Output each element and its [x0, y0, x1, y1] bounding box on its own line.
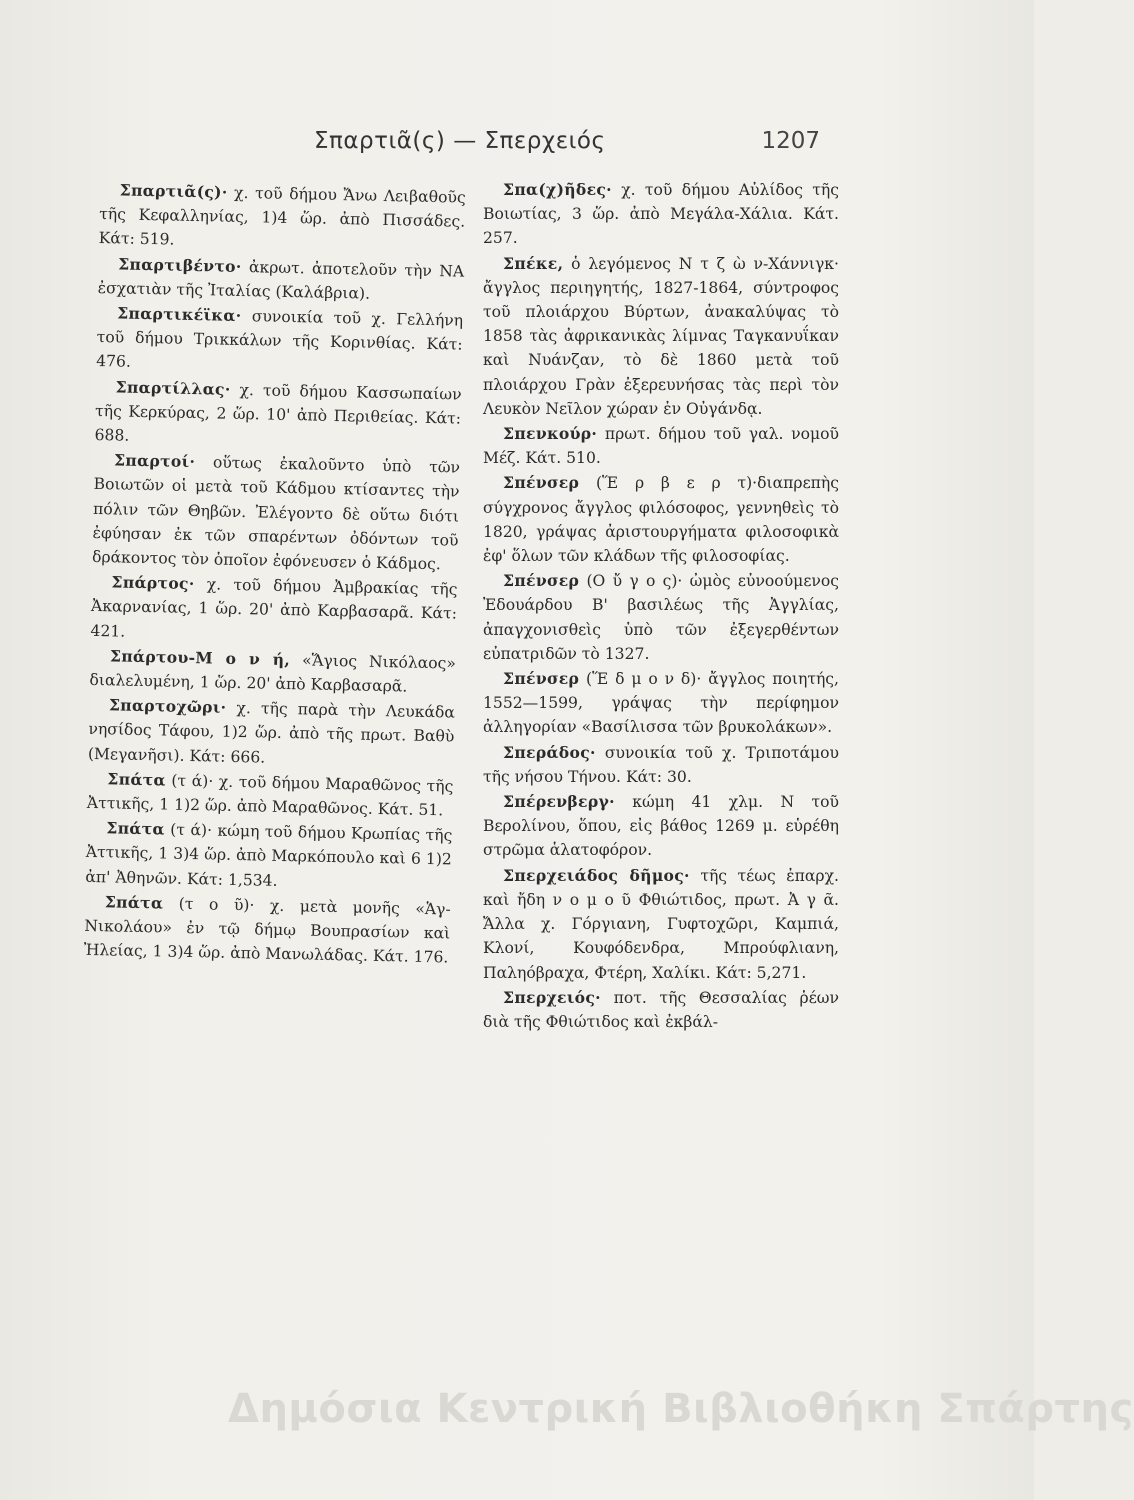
entry-headword: Σπερχειός· [503, 987, 601, 1007]
entry-headword: Σπέρενβεργ· [503, 792, 615, 812]
left-column [84, 178, 466, 971]
entry-text: χ. τοῦ δήμου Κασσωπαίων τῆς Κερκύρας, 2 ὥρ. 10' ἀπὸ Περιθείας. Κάτ: 688. [94, 380, 462, 445]
entry-text: (τ ο ῦ)· χ. μετὰ μονῆς «Ἁγ-Νικολάου» ἐν τῷ δήμῳ Βουπρασίων καὶ Ἠλείας, 1 3)4 ὥρ. ἀπὸ Μανωλάδας. Κάτ. 176. [83, 894, 451, 967]
dictionary-entry [90, 570, 457, 650]
dictionary-entry [85, 816, 452, 896]
dictionary-entry [483, 864, 839, 985]
page-header [240, 128, 860, 168]
entry-text: χ. τοῦ δήμου Αὐλίδος τῆς Βοιωτίας, 3 ὥρ. ἀπὸ Μεγάλα-Χάλια. Κάτ. 257. [483, 181, 839, 248]
entry-text: (τ ά)· κώμη τοῦ δήμου Κρωπίας τῆς Ἀττικῆς, 1 3)4 ὥρ. ἀπὸ Μαρκόπουλο καὶ 6 1)2 ἀπ' Ἀθηνῶν. Κάτ: 1,534. [85, 820, 453, 890]
entry-text: οὕτως ἐκαλοῦντο ὑπὸ τῶν Βοιωτῶν οἱ μετὰ τοῦ Κάδμου κτίσαντες τὴν πόλιν τῶν Θηβῶν. Ἐλέγοντο δὲ οὕτω διότι ἐφύησαν ἐκ τῶν σπαρέντων ὀδόντων τοῦ δράκοντος τὸν ὁποῖον ἐφόνευσεν ὁ Κάδμος. [91, 453, 461, 574]
entry-text: (Ἕ ρ β ε ρ τ)·διαπρεπὴς σύγχρονος ἄγγλος φιλόσοφος, γεννηθεὶς τὸ 1820, γράψας ἀριστουργήματα φιλοσοφικὰ ἐφ' ὅλων τῶν κλάδων τῆς φιλοσοφίας. [483, 474, 839, 566]
dictionary-entry [483, 252, 839, 421]
entry-headword: Σπαρτίλλας· [115, 377, 231, 399]
entry-text: (Ο ὔ γ ο ς)· ὠμὸς εὐνοούμενος Ἐδουάρδου Β' βασιλέως τῆς Ἀγγλίας, ἀπαγχονισθεὶς ὑπὸ τῶν ἐξεγερθέντων εὐπατριδῶν τὸ 1327. [483, 572, 839, 663]
entry-text: ἀκρωτ. ἀποτελοῦν τὴν ΝΑ ἐσχατιὰν τῆς Ἰταλίας (Καλάβρια). [97, 257, 465, 303]
entry-headword: Σπάρτου-Μ ο ν ή, [109, 646, 291, 669]
dictionary-entry [84, 890, 451, 970]
entry-text: πρωτ. δήμου τοῦ γαλ. νομοῦ Μέζ. Κάτ. 510. [483, 425, 839, 468]
dictionary-entry [88, 693, 455, 773]
entry-headword: Σπάρτος· [111, 572, 195, 594]
dictionary-entry [483, 422, 839, 470]
entry-headword: Σπαρτοχῶρι· [108, 695, 227, 718]
library-watermark: Δημόσια Κεντρική Βιβλιοθήκη Σπάρτης [228, 1386, 1134, 1432]
entry-text: συνοικία τοῦ χ. Τριποτάμου τῆς νήσου Τήνου. Κάτ: 30. [483, 743, 839, 786]
dictionary-entry [483, 986, 839, 1034]
entry-headword: Σπένσερ [503, 669, 580, 689]
entry-headword: Σπενκούρ· [503, 424, 598, 444]
entry-text: (Ἕ δ μ ο ν δ)· ἄγγλος ποιητής, 1552—1599, γράψας τὴν περίφημον ἀλληγορίαν «Βασίλισσα τῶν βρυκολάκων». [483, 670, 839, 737]
entry-headword: Σπα(χ)ῆδες· [503, 180, 612, 199]
dictionary-entry [483, 741, 839, 789]
right-column [483, 178, 839, 1035]
entry-headword: Σπέκε, [503, 253, 564, 273]
entry-headword: Σπάτα [104, 892, 164, 913]
entry-headword: Σπάτα [106, 818, 166, 839]
dictionary-entry [483, 178, 839, 251]
entry-headword: Σπένσερ [503, 473, 580, 493]
entry-headword: Σπερχειάδος δῆμος· [503, 865, 690, 885]
entry-text: ποτ. τῆς Θεσσαλίας ῥέων διὰ τῆς Φθιώτιδος καὶ ἐκβάλ- [483, 988, 839, 1031]
entry-text: χ. τῆς παρὰ τὴν Λευκάδα νησίδος Τάφου, 1)2 ὥρ. ἀπὸ τῆς πρωτ. Βαθὺ (Μεγανῆσι). Κάτ: 666. [87, 699, 456, 767]
dictionary-entry [92, 448, 460, 577]
dictionary-entry [483, 667, 839, 740]
entry-headword: Σπάτα [107, 769, 167, 790]
entry-headword: Σπεράδος· [503, 742, 596, 762]
dictionary-entry [89, 644, 456, 700]
dictionary-entry [87, 767, 454, 823]
entry-headword: Σπαρτικέϊκα· [116, 303, 242, 326]
entry-text: «Ἅγιος Νικόλαος» διαλελυμένη, 1 ὥρ. 20' ἀπὸ Καρβασαρᾶ. [89, 651, 457, 696]
entry-headword: Σπένσερ [503, 571, 580, 591]
dictionary-entry [483, 471, 839, 568]
dictionary-entry [94, 375, 461, 455]
entry-text: ὁ λεγόμενος Ν τ ζ ὼ ν-Χάννιγκ· ἄγγλος περιηγητής, 1827-1864, σύντροφος τοῦ πλοιάρχου Βύρτων, ἀνακαλύψας τὸ 1858 τὰς ἀφρικανικὰς λίμνας Ταγκανυΐκαν καὶ Νυάνζαν, τὸ δὲ 1860 μετὰ τοῦ πλοιάρχου Γρὰν ἐξερευνήσας τὰς περὶ τὸν Λευκὸν Νεῖλον χώραν ἐν Οὐγάνδᾳ. [483, 254, 839, 418]
dictionary-entry [97, 252, 464, 308]
running-title: Σπαρτιᾶ(ς) — Σπερχειός [314, 128, 606, 154]
dictionary-entry [483, 790, 839, 863]
entry-text: τῆς τέως ἐπαρχ. καὶ ἤδη ν ο μ ο ῦ Φθιώτιδος, πρωτ. Ἀ γ ᾶ. Ἄλλα χ. Γόργιανη, Γυφτοχῶρι, Καμπιά, Κλονί, Κουφόδενδρα, Μπρούφλιανη, Παληόβραχα, Φτέρη, Χαλίκι. Κάτ: 5,271. [483, 866, 839, 982]
entry-headword: Σπαρτοί· [113, 450, 196, 472]
page-number: 1207 [761, 128, 820, 154]
entry-headword: Σπαρτιβέντο· [118, 254, 242, 276]
entry-headword: Σπαρτιᾶ(ς)· [119, 180, 228, 202]
dictionary-entry [96, 301, 463, 381]
entry-text: συνοικία τοῦ χ. Γελλήνη τοῦ δήμου Τρικκάλων τῆς Κορινθίας. Κάτ: 476. [95, 307, 464, 372]
entry-text: κώμη 41 χλμ. Ν τοῦ Βερολίνου, ὅπου, εἰς βάθος 1269 μ. εὑρέθη στρῶμα ἁλατοφόρον. [483, 793, 839, 860]
entry-text: (τ ά)· χ. τοῦ δήμου Μαραθῶνος τῆς Ἀττικῆς, 1 1)2 ὥρ. ἀπὸ Μαραθῶνος. Κάτ. 51. [86, 771, 454, 820]
dictionary-entry [483, 569, 839, 666]
entry-text: χ. τοῦ δήμου Ἀμβρακίας τῆς Ἀκαρνανίας, 1 ὥρ. 20' ἀπὸ Καρβασαρᾶ. Κάτ: 421. [90, 575, 458, 641]
dictionary-entry [98, 178, 465, 258]
entry-text: χ. τοῦ δήμου Ἄνω Λειβαθοῦς τῆς Κεφαλληνίας, 1)4 ὥρ. ἀπὸ Πισσάδες. Κάτ: 519. [98, 183, 466, 249]
